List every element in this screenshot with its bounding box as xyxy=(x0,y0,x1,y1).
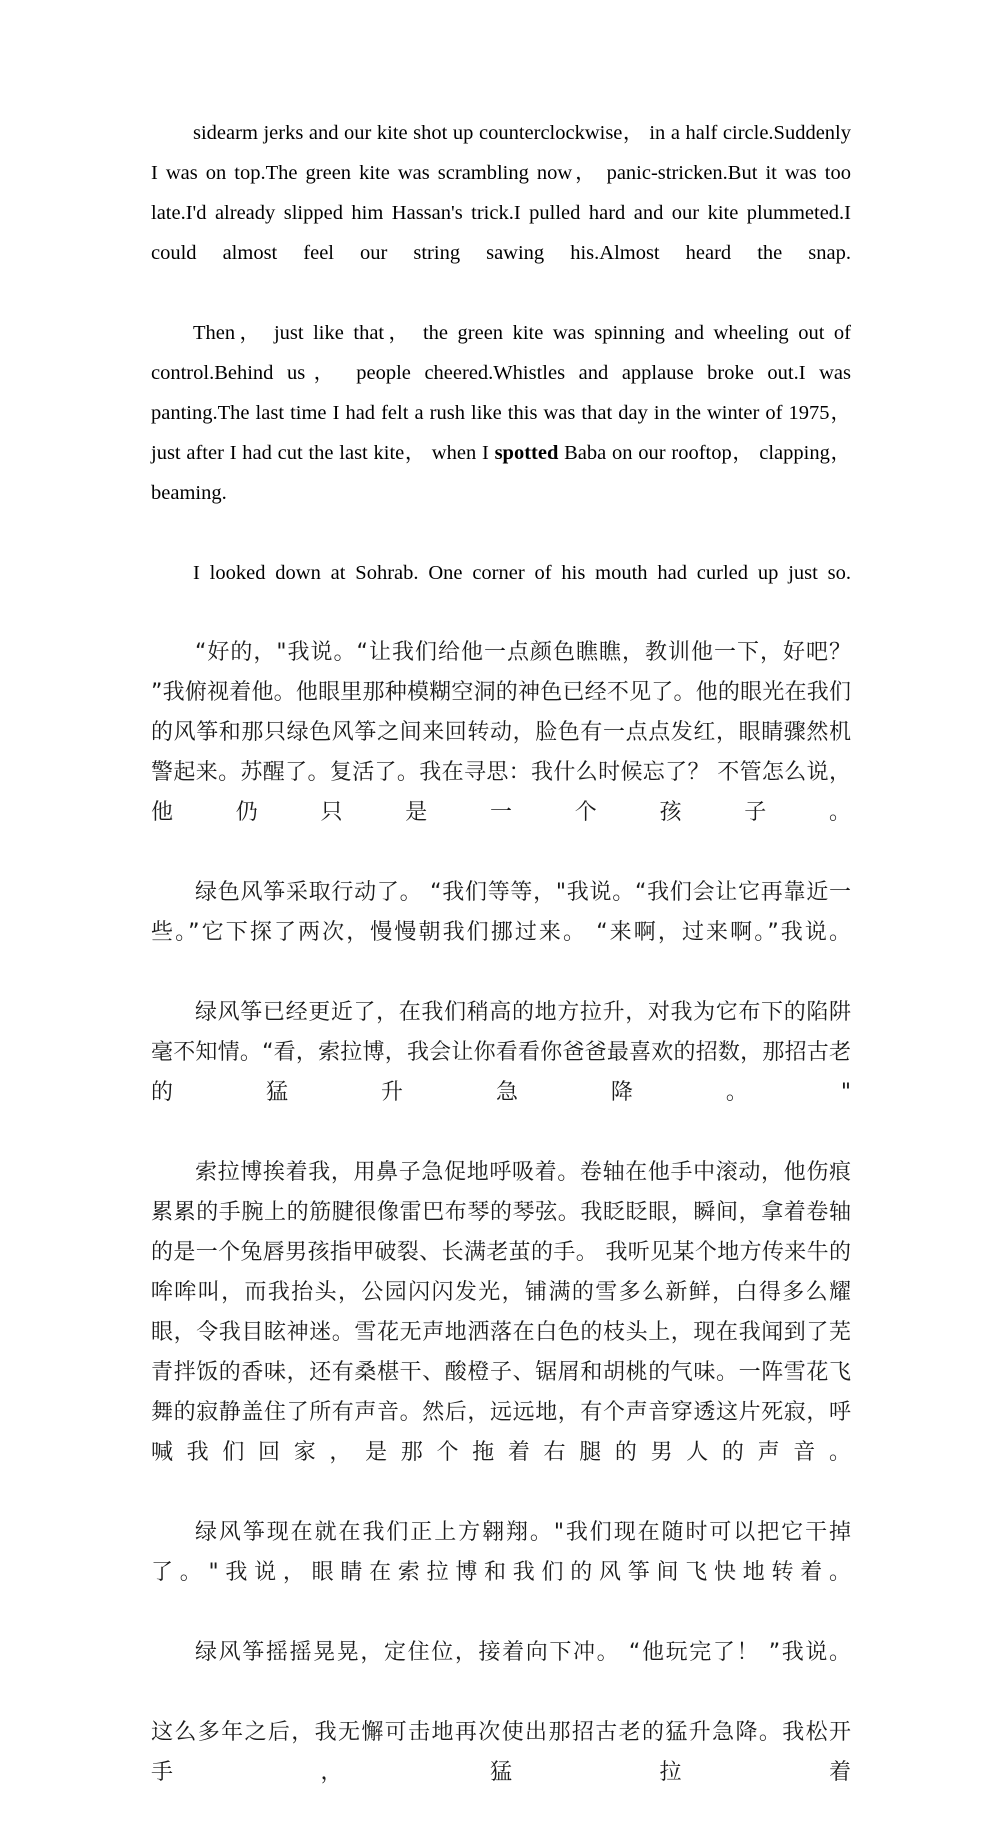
paragraph-english-1: sidearm jerks and our kite shot up counterclockwise， in a half circle.Suddenly I was on top.The green kite was scrambling now， panic-stricken.But it was too late.I'd already slipped him Hassan's trick.I pulled hard and our kite plummeted.I could almost feel our string sawing his.Almost heard the snap. xyxy=(151,122,851,264)
text-column xyxy=(151,113,851,1833)
paragraph-english-2 xyxy=(151,313,851,553)
paragraph-english-2-text-before-bold: Then， just like that， the green kite was spinning and wheeling out of control.Behind us， people cheered.Whistles and applause broke out.I was panting.The last time I had felt a rush like this was that day in the winter of 1975， just after I had cut the last kite， when I xyxy=(151,322,851,464)
paragraph-chinese-5: 绿风筝现在就在我们正上方翱翔。"我们现在随时可以把它干掉了。"我说，眼睛在索拉博和我们的风筝间飞快地转着。 xyxy=(151,1520,851,1585)
emphasis-spotted: spotted xyxy=(494,442,559,464)
paragraph-chinese-3: 绿风筝已经更近了，在我们稍高的地方拉升，对我为它布下的陷阱毫不知情。“看，索拉博，我会让你看看你爸爸最喜欢的招数，那招古老的猛升急降。" xyxy=(151,1000,851,1105)
paragraph-chinese-2: 绿色风筝采取行动了。 “我们等等，"我说。“我们会让它再靠近一些。”它下探了两次，慢慢朝我们挪过来。 “来啊，过来啊。”我说。 xyxy=(151,880,851,945)
paragraph-english-3: I looked down at Sohrab. One corner of his mouth had curled up just so. xyxy=(193,562,851,584)
paragraph-chinese-7: 这么多年之后，我无懈可击地再次使出那招古老的猛升急降。我松开手，猛拉着 xyxy=(151,1720,851,1785)
paragraph-english-2-text-after-bold: Baba on our rooftop， clapping， beaming. xyxy=(151,442,851,504)
paragraph-chinese-6: 绿风筝摇摇晃晃，定住位，接着向下冲。 “他玩完了！ ”我说。 xyxy=(195,1640,851,1665)
paragraph-chinese-4: 索拉博挨着我，用鼻子急促地呼吸着。卷轴在他手中滚动，他伤痕累累的手腕上的筋腱很像雷巴布琴的琴弦。我眨眨眼，瞬间，拿着卷轴的是一个兔唇男孩指甲破裂、长满老茧的手。 我听见某个地方传来牛的哞哞叫，而我抬头，公园闪闪发光，铺满的雪多么新鲜，白得多么耀眼，令我目眩神迷。雪花无声地洒落在白色的枝头上，现在我闻到了芜青拌饭的香味，还有桑椹干、酸橙子、锯屑和胡桃的气味。一阵雪花飞舞的寂静盖住了所有声音。然后，远远地，有个声音穿透这片死寂，呼喊我们回家，是那个拖着右腿的男人的声音。 xyxy=(151,1160,851,1465)
paragraph-chinese-1: “好的，"我说。“让我们给他一点颜色瞧瞧，教训他一下，好吧？ ”我俯视着他。他眼里那种模糊空洞的神色已经不见了。他的眼光在我们的风筝和那只绿色风筝之间来回转动，脸色有一点点发红，眼睛骤然机警起来。苏醒了。复活了。我在寻思：我什么时候忘了？ 不管怎么说，他仍只是一个孩子。 xyxy=(151,640,851,825)
